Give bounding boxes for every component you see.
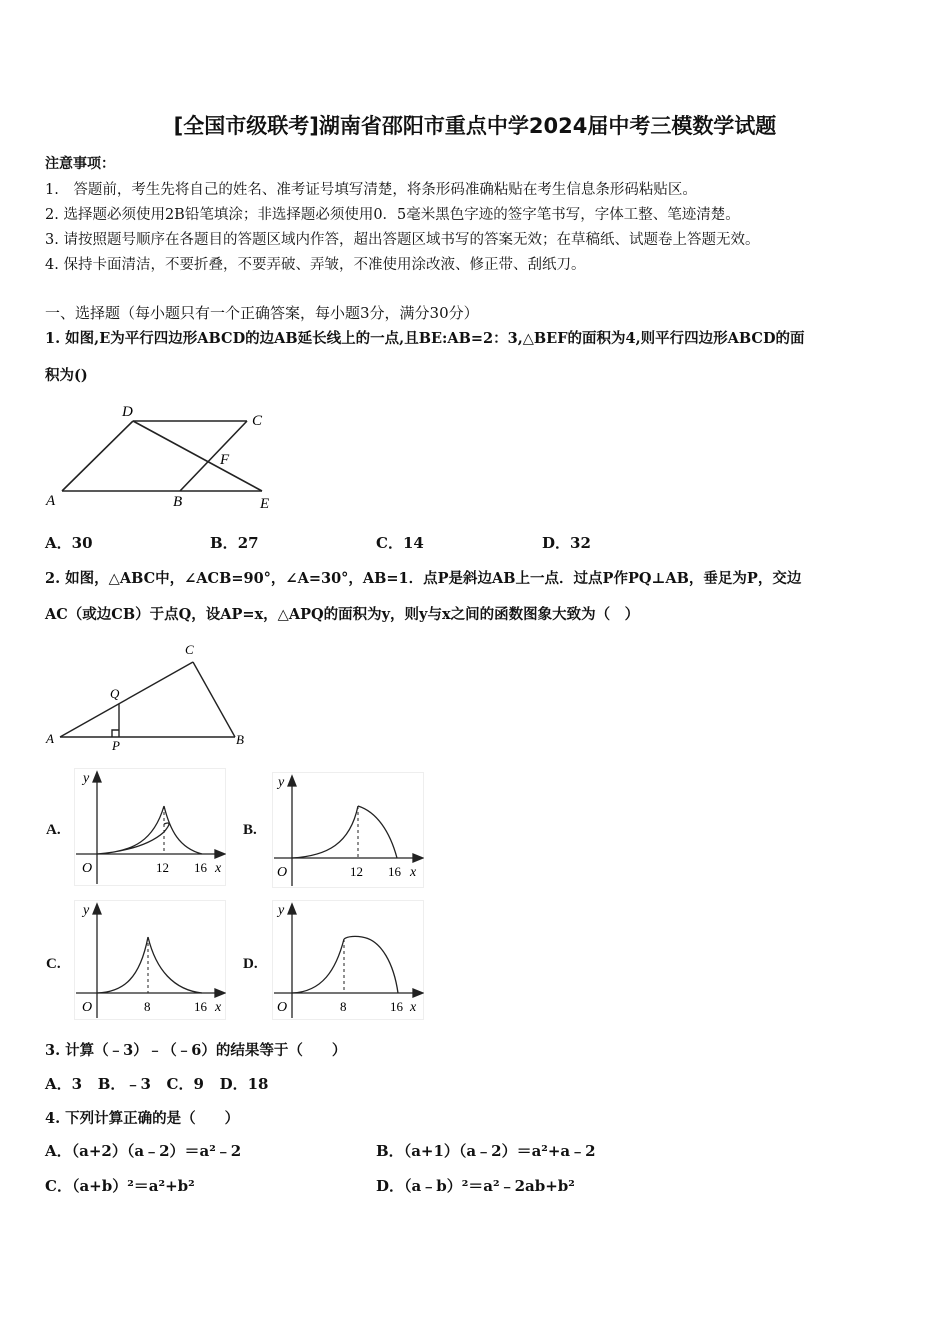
q4-option-a[interactable]: A．（a+2）（a﹣2）＝a²﹣2 <box>45 1142 242 1160</box>
tick-label: 12 <box>156 860 169 875</box>
q4-option-c[interactable]: C．（a+b）²＝a²+b² <box>45 1177 195 1195</box>
origin-label: O <box>82 1000 93 1015</box>
triangle-figure <box>40 638 250 753</box>
document-title: [全国市级联考]湖南省邵阳市重点中学2024届中考三模数学试题 <box>173 114 777 138</box>
q1-option-b[interactable]: B．27 <box>210 534 259 552</box>
y-axis-label: y <box>278 775 285 790</box>
tick-label: 8 <box>340 999 347 1014</box>
q3-option-a[interactable]: A．3 <box>45 1075 83 1093</box>
section-heading: 一、选择题（每小题只有一个正确答案，每小题3分，满分30分） <box>45 304 479 322</box>
q2-option-b-graph[interactable] <box>272 772 424 888</box>
parallelogram-figure <box>40 398 290 516</box>
origin-label: O <box>277 865 288 880</box>
label-C: C <box>252 413 263 429</box>
x-axis-label: x <box>215 1000 222 1015</box>
notice-item-4: 4. 保持卡面清洁，不要折叠，不要弄破、弄皱，不准使用涂改液、修正带、刮纸刀。 <box>45 257 586 273</box>
notice-item-3: 3. 请按照题号顺序在各题目的答题区域内作答，超出答题区域书写的答案无效；在草稿纸、试题卷上答题无效。 <box>45 232 760 248</box>
x-axis-label: x <box>410 865 417 880</box>
y-axis-label: y <box>278 903 285 918</box>
q3-option-d[interactable]: D．18 <box>219 1075 269 1093</box>
label-A: A <box>46 493 56 509</box>
tick-label: 16 <box>194 999 207 1014</box>
label-E: E <box>260 496 270 512</box>
q2-option-d-graph[interactable] <box>272 900 424 1020</box>
q1-option-a[interactable]: A．30 <box>45 534 93 552</box>
origin-label: O <box>277 1000 288 1015</box>
tick-label: 12 <box>350 864 363 879</box>
label-Q: Q <box>110 686 120 701</box>
y-axis-label: y <box>83 903 90 918</box>
q4-option-d[interactable]: D．（a﹣b）²＝a²﹣2ab+b² <box>376 1177 575 1195</box>
question-2-text-cont: AC（或边CB）于点Q，设AP=x，△APQ的面积为y，则y与x之间的函数图象大致为（ ） <box>45 606 640 623</box>
q2-option-b-label[interactable]: B. <box>243 822 257 838</box>
question-3-text: 3. 计算（﹣3）﹣（﹣6）的结果等于（ ） <box>45 1042 347 1059</box>
label-B: B <box>236 732 244 747</box>
q4-option-b[interactable]: B．（a+1）（a﹣2）＝a²+a﹣2 <box>376 1142 596 1160</box>
q3-options <box>45 1073 269 1094</box>
notice-item-1: 1. 答题前，考生先将自己的姓名、准考证号填写清楚，将条形码准确粘贴在考生信息条形码粘贴区。 <box>45 182 697 198</box>
q2-option-a-label[interactable]: A. <box>46 822 61 838</box>
q2-option-c-label[interactable]: C. <box>46 956 61 972</box>
q2-option-d-label[interactable]: D. <box>243 956 258 972</box>
label-A: A <box>46 731 54 746</box>
origin-label: O <box>82 861 93 876</box>
tick-label: 16 <box>194 860 207 875</box>
q2-option-a-graph[interactable] <box>74 768 226 886</box>
tick-label: 8 <box>144 999 151 1014</box>
question-4-text: 4. 下列计算正确的是（ ） <box>45 1110 240 1127</box>
x-axis-label: x <box>410 1000 417 1015</box>
question-1-text-cont: 积为() <box>45 367 88 384</box>
notice-item-2: 2. 选择题必须使用2B铅笔填涂；非选择题必须使用0．5毫米黑色字迹的签字笔书写，字体工整、笔迹清楚。 <box>45 207 740 223</box>
q1-option-d[interactable]: D．32 <box>542 534 591 552</box>
q2-option-c-graph[interactable] <box>74 900 226 1020</box>
q3-option-c[interactable]: C．9 <box>166 1075 204 1093</box>
notice-heading: 注意事项： <box>45 156 115 172</box>
question-2-text: 2. 如图，△ABC中，∠ACB=90°，∠A=30°，AB=1．点P是斜边AB上一点．过点P作PQ⊥AB，垂足为P，交边 <box>45 570 802 587</box>
x-axis-label: x <box>215 861 222 876</box>
label-P: P <box>112 738 120 753</box>
tick-label: 16 <box>388 864 401 879</box>
y-axis-label: y <box>83 771 90 786</box>
label-D: D <box>122 404 133 420</box>
tick-label: 16 <box>390 999 403 1014</box>
label-F: F <box>220 452 230 468</box>
q3-option-b[interactable]: B．﹣3 <box>97 1075 151 1093</box>
q1-option-c[interactable]: C．14 <box>376 534 424 552</box>
label-C: C <box>185 642 194 657</box>
question-1-text: 1. 如图,E为平行四边形ABCD的边AB延长线上的一点,且BE:AB=2：3,△BEF的面积为4,则平行四边形ABCD的面 <box>45 330 805 347</box>
label-B: B <box>173 494 183 510</box>
